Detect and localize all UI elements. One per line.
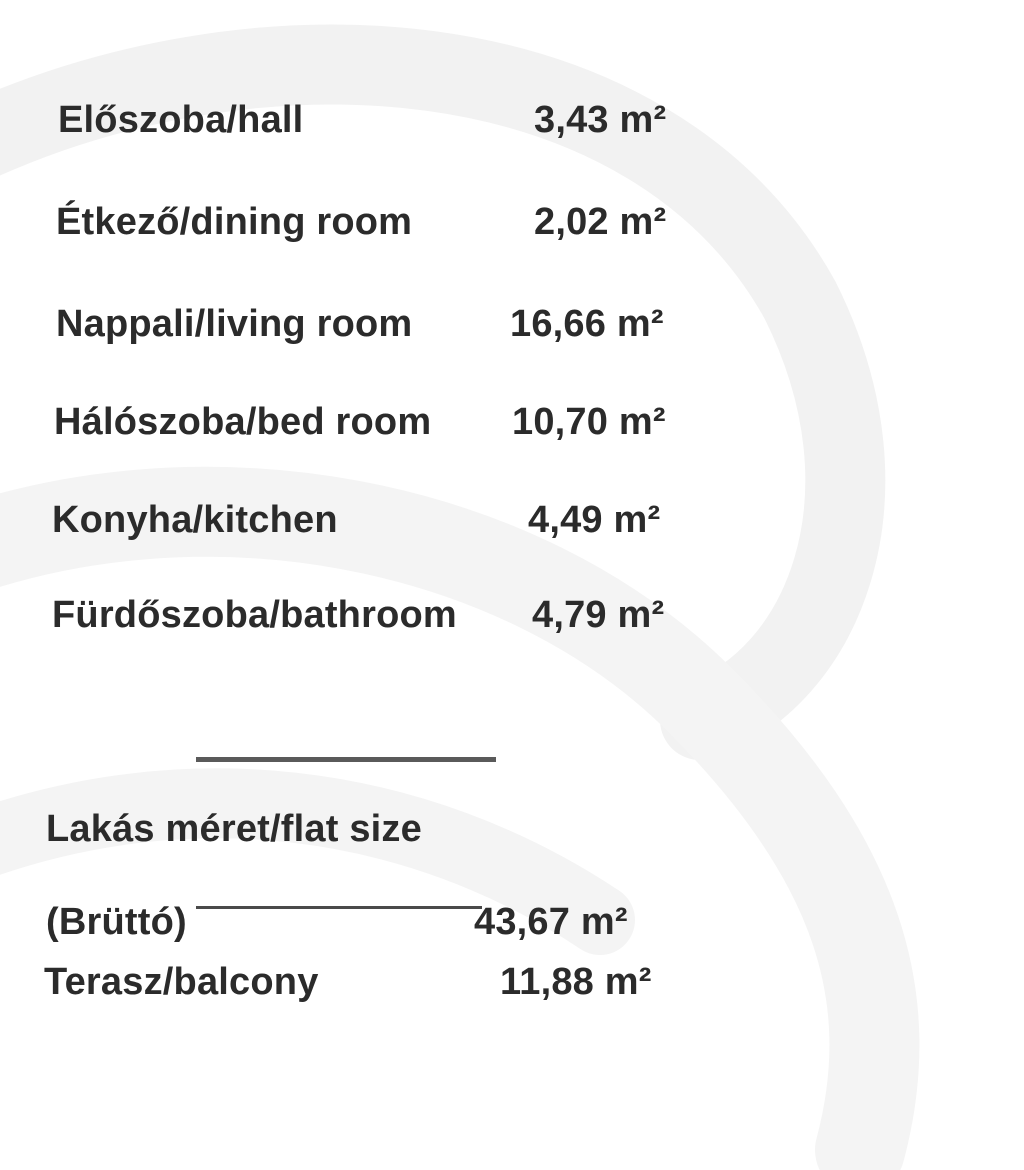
strikethrough-line	[196, 906, 482, 909]
room-name-living: Nappali/living room	[56, 303, 413, 345]
room-name-dining: Étkező/dining room	[56, 201, 413, 243]
room-name-bathroom: Fürdőszoba/bathroom	[52, 594, 457, 636]
room-area-living: 16,66 m²	[510, 303, 664, 345]
room-name-kitchen: Konyha/kitchen	[52, 499, 338, 541]
room-area-kitchen: 4,49 m²	[528, 499, 661, 541]
divider-line	[196, 757, 496, 762]
gross-value: 43,67 m²	[474, 901, 628, 943]
gross-label: (Brüttó)	[46, 901, 187, 943]
terrace-value: 11,88 m²	[500, 961, 652, 1003]
room-area-bedroom: 10,70 m²	[512, 401, 666, 443]
terrace-label: Terasz/balcony	[44, 961, 319, 1003]
room-area-hall: 3,43 m²	[534, 99, 667, 141]
room-area-bathroom: 4,79 m²	[532, 594, 665, 636]
room-area-dining: 2,02 m²	[534, 201, 667, 243]
room-name-hall: Előszoba/hall	[58, 99, 304, 141]
flat-size-title: Lakás méret/flat size	[46, 808, 422, 850]
room-name-bedroom: Hálószoba/bed room	[54, 401, 432, 443]
